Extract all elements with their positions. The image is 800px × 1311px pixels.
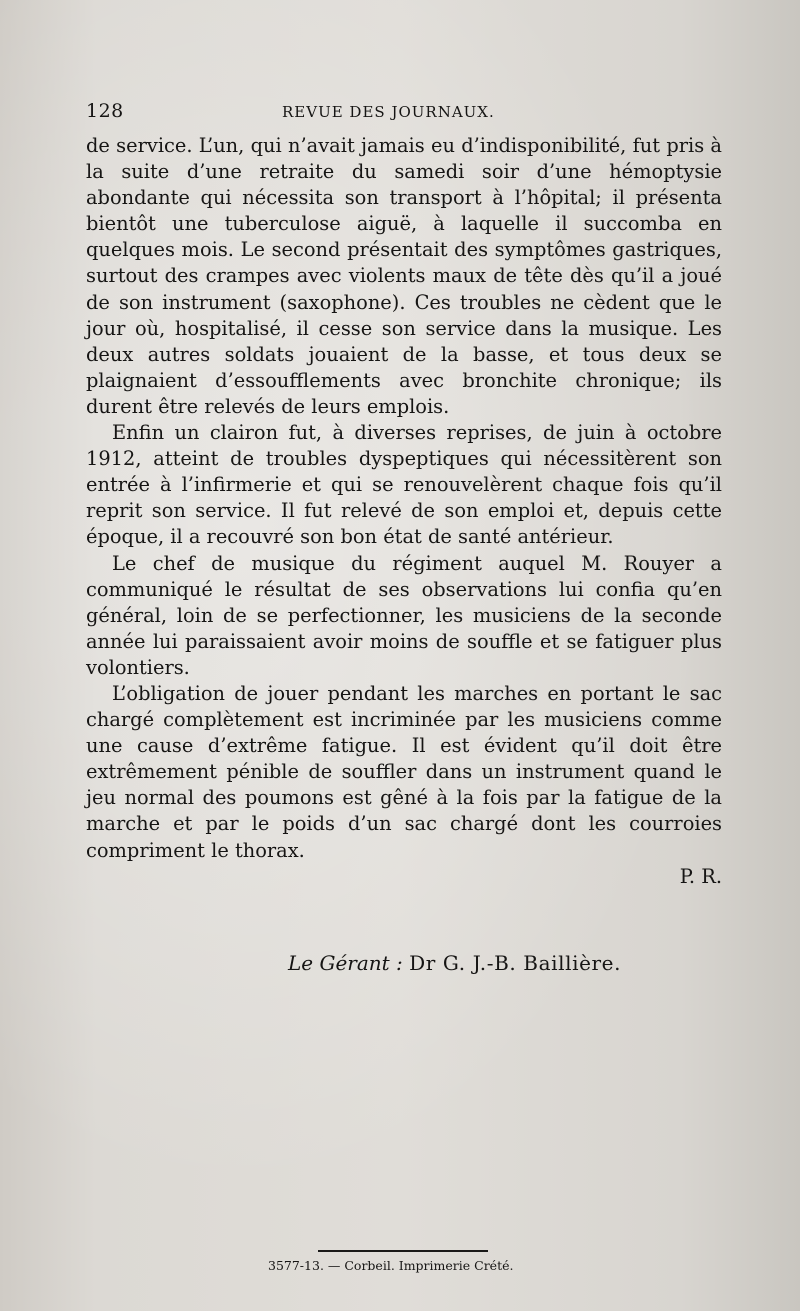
- paragraph: Le chef de musique du régiment auquel M. Rouyer a communiqué le résultat de ses observations lui confia qu’en général, loin de se perfectionner, les musiciens de la seconde année lui paraissaient avoir moins de souffle et se fatiguer plus volontiers.: [86, 551, 722, 679]
- paragraph: Enfin un clairon fut, à diverses reprises, de juin à octobre 1912, atteint de troubles dyspeptiques qui nécessitèrent son entrée à l’infirmerie et qui se renouvelèrent chaque fois qu’il reprit son service. Il fut relevé de son emploi et, depuis cette époque, il a recouvré son bon état de santé antérieur.: [86, 421, 722, 549]
- gerant-name: Dr G. J.-B. Baillière.: [409, 951, 622, 975]
- article-body: [86, 133, 722, 890]
- printer-imprint: 3577-13. — Corbeil. Imprimerie Crété.: [268, 1258, 514, 1273]
- paragraph: de service. L’un, qui n’avait jamais eu d’indisponibilité, fut pris à la suite d’une retraite du samedi soir d’une hémoptysie abondante qui nécessita son transport à l’hôpital; il présenta bientôt une tuberculose aiguë, à laquelle il succomba en quelques mois. Le second présentait des symptômes gastriques, surtout des crampes avec violents maux de tête dès qu’il a joué de son instrument (saxophone). Ces troubles ne cèdent que le jour où, hospitalisé, il cesse son service dans la musique. Les deux autres soldats jouaient de la basse, et tous deux se plaignaient d’essoufflements avec bronchite chronique; ils durent être relevés de leurs emplois.: [86, 134, 722, 418]
- footer-rule: [318, 1250, 488, 1252]
- author-initials: P. R.: [679, 864, 722, 888]
- gerant-label: Le Gérant :: [288, 951, 403, 975]
- gerant-signature: [288, 951, 621, 975]
- running-head: [86, 100, 726, 126]
- page-number: 128: [86, 100, 124, 122]
- paragraph: L’obligation de jouer pendant les marches en portant le sac chargé complètement est incriminée par les musiciens comme une cause d’extrême fatigue. Il est évident qu’il doit être extrêmement pénible de souffler dans un instrument quand le jeu normal des poumons est gêné à la fois par la fatigue de la marche et par le poids d’un sac chargé dont les courroies compriment le thorax.: [86, 681, 722, 862]
- journal-title: REVUE DES JOURNAUX.: [282, 103, 495, 121]
